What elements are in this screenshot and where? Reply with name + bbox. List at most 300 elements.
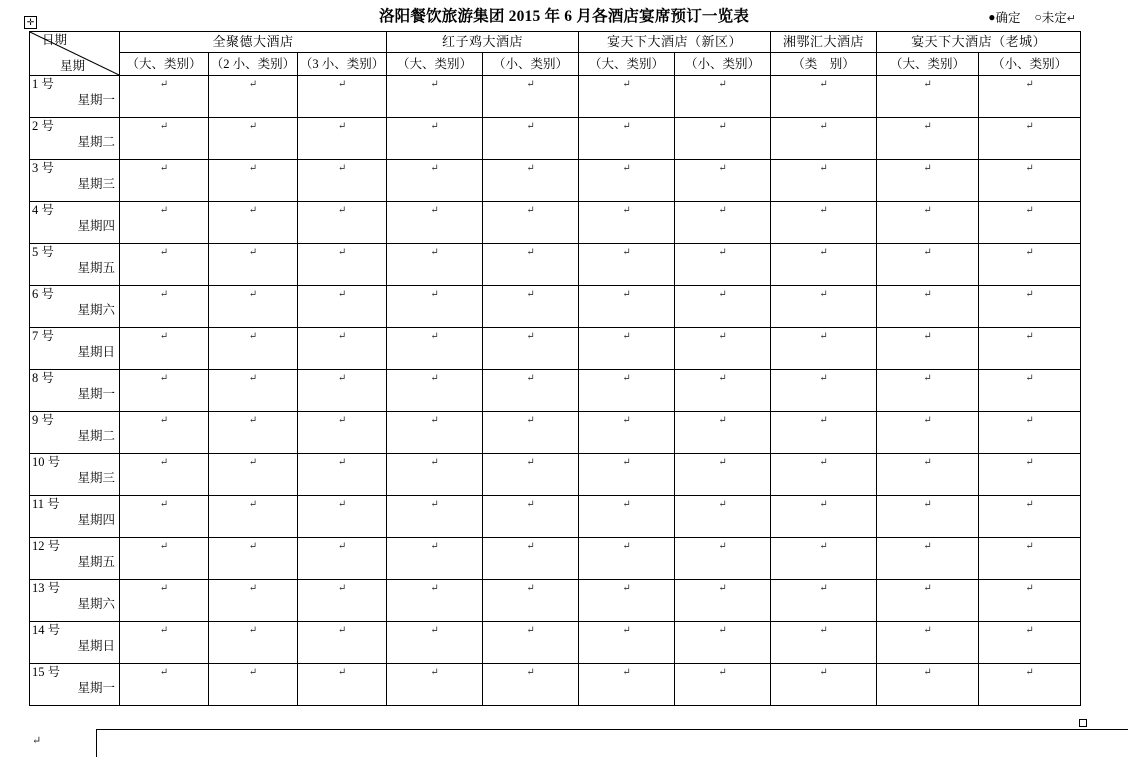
booking-cell[interactable] bbox=[483, 76, 579, 118]
paragraph-mark-icon: ↵ bbox=[622, 205, 631, 216]
paragraph-mark-icon: ↵ bbox=[159, 541, 169, 552]
booking-cell[interactable] bbox=[298, 454, 387, 496]
booking-cell[interactable] bbox=[675, 580, 771, 622]
booking-cell[interactable] bbox=[120, 412, 209, 454]
trailing-paragraph-mark-icon: ↵ bbox=[32, 735, 42, 747]
paragraph-mark-icon: ↵ bbox=[1025, 331, 1034, 342]
booking-cell[interactable] bbox=[120, 496, 209, 538]
booking-cell[interactable] bbox=[387, 76, 483, 118]
booking-cell[interactable] bbox=[579, 412, 675, 454]
paragraph-mark-icon: ↵ bbox=[430, 667, 439, 678]
table-row bbox=[30, 76, 1081, 118]
booking-cell[interactable] bbox=[675, 76, 771, 118]
day-number: 1 号 bbox=[32, 77, 54, 91]
booking-cell[interactable] bbox=[120, 76, 209, 118]
paragraph-mark-icon: ↵ bbox=[337, 205, 347, 216]
weekday-label: 星期二 bbox=[77, 429, 115, 443]
booking-cell[interactable] bbox=[979, 202, 1081, 244]
booking-cell[interactable] bbox=[120, 244, 209, 286]
paragraph-mark-icon: ↵ bbox=[1025, 121, 1034, 132]
paragraph-mark-icon: ↵ bbox=[819, 79, 828, 90]
booking-cell[interactable] bbox=[771, 580, 877, 622]
booking-cell[interactable] bbox=[877, 412, 979, 454]
booking-cell[interactable] bbox=[675, 664, 771, 706]
booking-cell[interactable] bbox=[120, 370, 209, 412]
booking-cell[interactable] bbox=[675, 496, 771, 538]
paragraph-mark-icon: ↵ bbox=[923, 499, 932, 510]
booking-cell[interactable] bbox=[877, 202, 979, 244]
booking-cell[interactable] bbox=[209, 538, 298, 580]
day-cell[interactable] bbox=[30, 622, 120, 664]
table-row bbox=[30, 244, 1081, 286]
booking-cell[interactable] bbox=[579, 622, 675, 664]
paragraph-mark-icon: ↵ bbox=[248, 121, 258, 132]
booking-cell[interactable] bbox=[979, 622, 1081, 664]
booking-cell[interactable] bbox=[483, 160, 579, 202]
booking-cell[interactable] bbox=[771, 412, 877, 454]
table-row bbox=[30, 202, 1081, 244]
booking-cell[interactable] bbox=[483, 580, 579, 622]
booking-cell[interactable] bbox=[387, 496, 483, 538]
paragraph-mark-icon: ↵ bbox=[526, 373, 535, 384]
booking-cell[interactable] bbox=[483, 454, 579, 496]
booking-cell[interactable] bbox=[298, 118, 387, 160]
booking-cell[interactable] bbox=[675, 202, 771, 244]
paragraph-mark-icon: ↵ bbox=[526, 289, 535, 300]
paragraph-mark-icon: ↵ bbox=[1025, 667, 1034, 678]
paragraph-mark-icon: ↵ bbox=[819, 457, 828, 468]
table-row bbox=[30, 118, 1081, 160]
booking-cell[interactable] bbox=[979, 370, 1081, 412]
hotel-header-xiangehui: 湘鄂汇大酒店 bbox=[771, 32, 877, 53]
booking-cell[interactable] bbox=[675, 412, 771, 454]
booking-cell[interactable] bbox=[209, 76, 298, 118]
paragraph-mark-icon: ↵ bbox=[430, 415, 439, 426]
paragraph-mark-icon: ↵ bbox=[159, 247, 169, 258]
subheader-quanjude-2: （2 小、类别） bbox=[209, 53, 298, 76]
paragraph-mark-icon: ↵ bbox=[1025, 625, 1034, 636]
paragraph-mark-icon: ↵ bbox=[337, 247, 347, 258]
booking-cell[interactable] bbox=[298, 580, 387, 622]
paragraph-mark-icon: ↵ bbox=[159, 499, 169, 510]
weekday-label: 星期六 bbox=[77, 303, 115, 317]
booking-cell[interactable] bbox=[298, 202, 387, 244]
booking-cell[interactable] bbox=[579, 496, 675, 538]
paragraph-mark-icon: ↵ bbox=[622, 163, 631, 174]
booking-cell[interactable] bbox=[877, 580, 979, 622]
subheader-quanjude-1: （大、类别） bbox=[120, 53, 209, 76]
booking-cell[interactable] bbox=[579, 370, 675, 412]
paragraph-mark-icon: ↵ bbox=[337, 625, 347, 636]
booking-cell[interactable] bbox=[675, 286, 771, 328]
booking-cell[interactable] bbox=[979, 160, 1081, 202]
booking-cell[interactable] bbox=[483, 412, 579, 454]
paragraph-mark-icon: ↵ bbox=[526, 121, 535, 132]
booking-cell[interactable] bbox=[298, 328, 387, 370]
paragraph-mark-icon: ↵ bbox=[430, 541, 439, 552]
booking-cell[interactable] bbox=[387, 160, 483, 202]
booking-cell[interactable] bbox=[387, 580, 483, 622]
weekday-label: 星期一 bbox=[77, 387, 115, 401]
booking-cell[interactable] bbox=[387, 118, 483, 160]
paragraph-mark-icon: ↵ bbox=[718, 583, 727, 594]
paragraph-mark-icon: ↵ bbox=[1025, 289, 1034, 300]
booking-cell[interactable] bbox=[387, 664, 483, 706]
booking-cell[interactable] bbox=[483, 328, 579, 370]
booking-cell[interactable] bbox=[298, 370, 387, 412]
booking-cell[interactable] bbox=[209, 160, 298, 202]
booking-cell[interactable] bbox=[120, 622, 209, 664]
booking-cell[interactable] bbox=[209, 454, 298, 496]
paragraph-mark-icon: ↵ bbox=[159, 121, 169, 132]
paragraph-mark-icon: ↵ bbox=[718, 457, 727, 468]
booking-cell[interactable] bbox=[979, 580, 1081, 622]
booking-cell[interactable] bbox=[483, 286, 579, 328]
booking-cell[interactable] bbox=[387, 202, 483, 244]
booking-cell[interactable] bbox=[771, 76, 877, 118]
page-bottom-rule bbox=[96, 729, 1128, 730]
booking-cell[interactable] bbox=[579, 328, 675, 370]
booking-cell[interactable] bbox=[771, 118, 877, 160]
paragraph-mark-icon: ↵ bbox=[1025, 541, 1034, 552]
paragraph-mark-icon: ↵ bbox=[337, 499, 347, 510]
weekday-label: 星期三 bbox=[77, 177, 115, 191]
paragraph-mark-icon: ↵ bbox=[337, 583, 347, 594]
booking-cell[interactable] bbox=[771, 286, 877, 328]
booking-cell[interactable] bbox=[579, 202, 675, 244]
booking-cell[interactable] bbox=[771, 244, 877, 286]
paragraph-mark-icon: ↵ bbox=[622, 331, 631, 342]
booking-cell[interactable] bbox=[979, 538, 1081, 580]
day-cell[interactable] bbox=[30, 538, 120, 580]
day-number: 6 号 bbox=[32, 287, 54, 301]
paragraph-mark-icon: ↵ bbox=[1025, 415, 1034, 426]
booking-cell[interactable] bbox=[877, 454, 979, 496]
paragraph-mark-icon: ↵ bbox=[923, 79, 932, 90]
booking-cell[interactable] bbox=[979, 664, 1081, 706]
booking-cell[interactable] bbox=[771, 538, 877, 580]
paragraph-mark-icon: ↵ bbox=[159, 457, 169, 468]
paragraph-mark-icon: ↵ bbox=[337, 667, 347, 678]
weekday-label: 星期二 bbox=[77, 135, 115, 149]
booking-cell[interactable] bbox=[979, 76, 1081, 118]
booking-cell[interactable] bbox=[209, 118, 298, 160]
booking-cell[interactable] bbox=[979, 454, 1081, 496]
booking-cell[interactable] bbox=[877, 496, 979, 538]
booking-cell[interactable] bbox=[771, 496, 877, 538]
paragraph-mark-icon: ↵ bbox=[248, 373, 258, 384]
paragraph-mark-icon: ↵ bbox=[923, 289, 932, 300]
booking-cell[interactable] bbox=[771, 328, 877, 370]
day-cell[interactable] bbox=[30, 580, 120, 622]
booking-cell[interactable] bbox=[771, 622, 877, 664]
day-number: 5 号 bbox=[32, 245, 54, 259]
paragraph-mark-icon: ↵ bbox=[430, 205, 439, 216]
table-row bbox=[30, 622, 1081, 664]
booking-cell[interactable] bbox=[675, 118, 771, 160]
paragraph-mark-icon: ↵ bbox=[159, 163, 169, 174]
booking-cell[interactable] bbox=[209, 244, 298, 286]
booking-cell[interactable] bbox=[877, 664, 979, 706]
booking-cell[interactable] bbox=[209, 328, 298, 370]
booking-cell[interactable] bbox=[877, 328, 979, 370]
booking-cell[interactable] bbox=[675, 538, 771, 580]
subheader-xiangehui-1: （类 别） bbox=[771, 53, 877, 76]
booking-cell[interactable] bbox=[877, 622, 979, 664]
booking-cell[interactable] bbox=[675, 244, 771, 286]
paragraph-mark-icon: ↵ bbox=[248, 499, 258, 510]
paragraph-mark-icon: ↵ bbox=[430, 457, 439, 468]
paragraph-mark-icon: ↵ bbox=[1025, 163, 1034, 174]
booking-cell[interactable] bbox=[387, 328, 483, 370]
booking-cell[interactable] bbox=[298, 160, 387, 202]
day-cell[interactable] bbox=[30, 118, 120, 160]
booking-cell[interactable] bbox=[771, 202, 877, 244]
paragraph-mark-icon: ↵ bbox=[819, 583, 828, 594]
booking-cell[interactable] bbox=[979, 328, 1081, 370]
paragraph-mark-icon: ↵ bbox=[718, 331, 727, 342]
booking-cell[interactable] bbox=[387, 244, 483, 286]
table-resize-handle[interactable] bbox=[1079, 719, 1087, 727]
paragraph-mark-icon: ↵ bbox=[248, 289, 258, 300]
paragraph-mark-icon: ↵ bbox=[622, 121, 631, 132]
booking-cell[interactable] bbox=[771, 454, 877, 496]
paragraph-mark-icon: ↵ bbox=[923, 373, 932, 384]
booking-cell[interactable] bbox=[979, 496, 1081, 538]
weekday-label: 星期五 bbox=[77, 555, 115, 569]
corner-label-weekday: 星期 bbox=[60, 59, 86, 73]
booking-cell[interactable] bbox=[387, 412, 483, 454]
booking-cell[interactable] bbox=[387, 286, 483, 328]
table-row bbox=[30, 454, 1081, 496]
paragraph-mark-icon: ↵ bbox=[923, 583, 932, 594]
paragraph-mark-icon: ↵ bbox=[248, 457, 258, 468]
booking-cell[interactable] bbox=[387, 454, 483, 496]
booking-cell[interactable] bbox=[877, 160, 979, 202]
booking-cell[interactable] bbox=[387, 538, 483, 580]
table-row bbox=[30, 496, 1081, 538]
booking-cell[interactable] bbox=[120, 580, 209, 622]
booking-cell[interactable] bbox=[209, 370, 298, 412]
table-body bbox=[30, 76, 1081, 706]
paragraph-mark-icon: ↵ bbox=[337, 541, 347, 552]
booking-cell[interactable] bbox=[298, 244, 387, 286]
table-row bbox=[30, 538, 1081, 580]
booking-cell[interactable] bbox=[120, 286, 209, 328]
booking-cell[interactable] bbox=[579, 454, 675, 496]
booking-cell[interactable] bbox=[483, 244, 579, 286]
day-cell[interactable] bbox=[30, 76, 120, 118]
paragraph-mark-icon: ↵ bbox=[159, 415, 169, 426]
booking-cell[interactable] bbox=[877, 538, 979, 580]
booking-cell[interactable] bbox=[298, 76, 387, 118]
paragraph-mark-icon: ↵ bbox=[337, 331, 347, 342]
day-number: 14 号 bbox=[32, 623, 61, 637]
booking-cell[interactable] bbox=[483, 664, 579, 706]
day-cell[interactable] bbox=[30, 286, 120, 328]
paragraph-mark-icon: ↵ bbox=[248, 541, 258, 552]
paragraph-mark-icon: ↵ bbox=[159, 625, 169, 636]
booking-cell[interactable] bbox=[877, 286, 979, 328]
paragraph-mark-icon: ↵ bbox=[819, 541, 828, 552]
day-number: 15 号 bbox=[32, 665, 61, 679]
paragraph-mark-icon: ↵ bbox=[923, 541, 932, 552]
booking-cell[interactable] bbox=[298, 664, 387, 706]
paragraph-mark-icon: ↵ bbox=[337, 79, 347, 90]
booking-cell[interactable] bbox=[877, 76, 979, 118]
page-left-edge-rule bbox=[96, 729, 97, 757]
booking-cell[interactable] bbox=[675, 454, 771, 496]
booking-cell[interactable] bbox=[298, 286, 387, 328]
subheader-quanjude-3: （3 小、类别） bbox=[298, 53, 387, 76]
booking-cell[interactable] bbox=[387, 370, 483, 412]
paragraph-mark-icon: ↵ bbox=[159, 289, 169, 300]
booking-cell[interactable] bbox=[579, 244, 675, 286]
booking-cell[interactable] bbox=[120, 664, 209, 706]
booking-cell[interactable] bbox=[675, 370, 771, 412]
paragraph-mark-icon: ↵ bbox=[622, 625, 631, 636]
booking-cell[interactable] bbox=[209, 622, 298, 664]
paragraph-mark-icon: ↵ bbox=[337, 373, 347, 384]
booking-cell[interactable] bbox=[579, 160, 675, 202]
table-row bbox=[30, 370, 1081, 412]
booking-cell[interactable] bbox=[209, 496, 298, 538]
table-row bbox=[30, 160, 1081, 202]
booking-cell[interactable] bbox=[579, 580, 675, 622]
day-cell[interactable] bbox=[30, 244, 120, 286]
weekday-label: 星期一 bbox=[77, 93, 115, 107]
paragraph-mark-icon: ↵ bbox=[923, 163, 932, 174]
booking-cell[interactable] bbox=[979, 118, 1081, 160]
paragraph-mark-icon: ↵ bbox=[1025, 247, 1034, 258]
booking-cell[interactable] bbox=[877, 244, 979, 286]
booking-cell[interactable] bbox=[675, 160, 771, 202]
booking-cell[interactable] bbox=[771, 160, 877, 202]
paragraph-mark-icon: ↵ bbox=[622, 499, 631, 510]
day-number: 11 号 bbox=[32, 497, 60, 511]
booking-cell[interactable] bbox=[209, 580, 298, 622]
header-row-subcolumns bbox=[30, 53, 1081, 76]
booking-cell[interactable] bbox=[209, 202, 298, 244]
paragraph-mark-icon: ↵ bbox=[526, 499, 535, 510]
booking-cell[interactable] bbox=[120, 202, 209, 244]
booking-cell[interactable] bbox=[979, 412, 1081, 454]
day-cell[interactable] bbox=[30, 412, 120, 454]
paragraph-mark-icon: ↵ bbox=[923, 331, 932, 342]
booking-cell[interactable] bbox=[771, 370, 877, 412]
booking-cell[interactable] bbox=[877, 118, 979, 160]
booking-cell[interactable] bbox=[209, 664, 298, 706]
day-cell[interactable] bbox=[30, 202, 120, 244]
booking-cell[interactable] bbox=[483, 202, 579, 244]
paragraph-mark-icon: ↵ bbox=[159, 373, 169, 384]
booking-cell[interactable] bbox=[120, 454, 209, 496]
day-cell[interactable] bbox=[30, 370, 120, 412]
paragraph-mark-icon: ↵ bbox=[1025, 583, 1034, 594]
paragraph-mark-icon: ↵ bbox=[819, 373, 828, 384]
weekday-label: 星期日 bbox=[77, 639, 115, 653]
booking-cell[interactable] bbox=[120, 160, 209, 202]
paragraph-mark-icon: ↵ bbox=[718, 499, 727, 510]
booking-cell[interactable] bbox=[483, 370, 579, 412]
booking-cell[interactable] bbox=[579, 286, 675, 328]
booking-cell[interactable] bbox=[771, 664, 877, 706]
booking-cell[interactable] bbox=[298, 622, 387, 664]
day-number: 9 号 bbox=[32, 413, 54, 427]
day-cell[interactable] bbox=[30, 160, 120, 202]
subheader-yantianxia-laocheng-2: （小、类别） bbox=[979, 53, 1081, 76]
paragraph-mark-icon: ↵ bbox=[819, 163, 828, 174]
booking-cell[interactable] bbox=[579, 118, 675, 160]
booking-cell[interactable] bbox=[675, 328, 771, 370]
paragraph-mark-icon: ↵ bbox=[622, 415, 631, 426]
legend-confirmed-label: 确定 bbox=[995, 11, 1021, 25]
booking-cell[interactable] bbox=[979, 286, 1081, 328]
corner-label-date: 日期 bbox=[42, 33, 68, 47]
booking-cell[interactable] bbox=[579, 76, 675, 118]
paragraph-mark-icon: ↵ bbox=[526, 415, 535, 426]
booking-cell[interactable] bbox=[483, 496, 579, 538]
booking-cell[interactable] bbox=[483, 118, 579, 160]
booking-cell[interactable] bbox=[979, 244, 1081, 286]
subheader-hongziji-1: （大、类别） bbox=[387, 53, 483, 76]
paragraph-mark-icon: ↵ bbox=[718, 415, 727, 426]
paragraph-mark-icon: ↵ bbox=[430, 499, 439, 510]
paragraph-mark-icon: ↵ bbox=[337, 415, 347, 426]
weekday-label: 星期一 bbox=[77, 681, 115, 695]
paragraph-mark-icon: ↵ bbox=[526, 541, 535, 552]
booking-cell[interactable] bbox=[387, 622, 483, 664]
booking-cell[interactable] bbox=[579, 664, 675, 706]
table-row bbox=[30, 664, 1081, 706]
hotel-header-quanjude: 全聚德大酒店 bbox=[120, 32, 387, 53]
corner-header-cell bbox=[30, 32, 120, 76]
booking-cell[interactable] bbox=[120, 118, 209, 160]
legend-tentative-label: 未定 bbox=[1041, 11, 1067, 25]
booking-cell[interactable] bbox=[483, 622, 579, 664]
paragraph-mark-icon: ↵ bbox=[248, 205, 258, 216]
booking-cell[interactable] bbox=[483, 538, 579, 580]
day-cell[interactable] bbox=[30, 664, 120, 706]
header-row-hotels bbox=[30, 32, 1081, 53]
booking-cell[interactable] bbox=[298, 412, 387, 454]
paragraph-mark-icon: ↵ bbox=[622, 373, 631, 384]
booking-cell[interactable] bbox=[209, 286, 298, 328]
day-cell[interactable] bbox=[30, 496, 120, 538]
paragraph-mark-icon: ↵ bbox=[526, 625, 535, 636]
day-cell[interactable] bbox=[30, 328, 120, 370]
paragraph-mark-icon: ↵ bbox=[819, 415, 828, 426]
booking-cell[interactable] bbox=[579, 538, 675, 580]
paragraph-mark-icon: ↵ bbox=[159, 79, 169, 90]
paragraph-mark-icon: ↵ bbox=[718, 163, 727, 174]
booking-cell[interactable] bbox=[298, 538, 387, 580]
paragraph-mark-icon: ↵ bbox=[819, 667, 828, 678]
booking-cell[interactable] bbox=[209, 412, 298, 454]
booking-cell[interactable] bbox=[120, 538, 209, 580]
booking-cell[interactable] bbox=[298, 496, 387, 538]
paragraph-mark-icon: ↵ bbox=[1025, 457, 1034, 468]
booking-cell[interactable] bbox=[675, 622, 771, 664]
weekday-label: 星期四 bbox=[77, 513, 115, 527]
day-cell[interactable] bbox=[30, 454, 120, 496]
weekday-label: 星期三 bbox=[77, 471, 115, 485]
booking-cell[interactable] bbox=[120, 328, 209, 370]
paragraph-mark-icon: ↵ bbox=[923, 625, 932, 636]
paragraph-mark-icon: ↵ bbox=[430, 247, 439, 258]
booking-cell[interactable] bbox=[877, 370, 979, 412]
paragraph-mark-icon: ↵ bbox=[337, 121, 347, 132]
